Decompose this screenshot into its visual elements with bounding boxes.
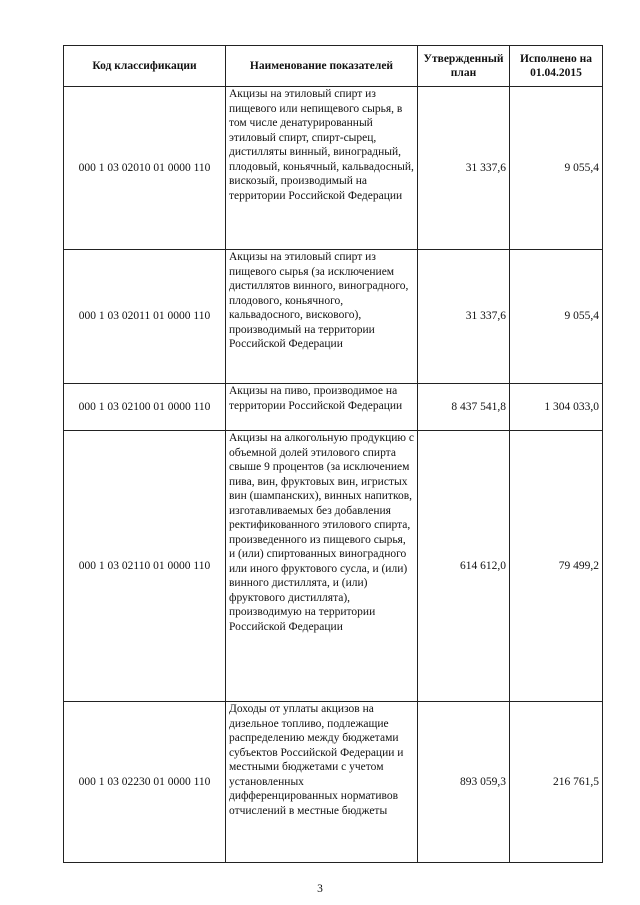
executed-cell: 1 304 033,0 bbox=[510, 384, 603, 431]
executed-cell: 216 761,5 bbox=[510, 702, 603, 863]
executed-cell: 9 055,4 bbox=[510, 250, 603, 384]
header-indicator-name: Наименование показателей bbox=[226, 46, 418, 87]
classification-code-cell: 000 1 03 02010 01 0000 110 bbox=[64, 87, 226, 250]
executed-cell: 79 499,2 bbox=[510, 431, 603, 702]
approved-plan-cell: 614 612,0 bbox=[418, 431, 510, 702]
indicator-name-cell: Акцизы на алкогольную продукцию с объемной долей этилового спирта свыше 9 процентов (за исключением пива, вин, фруктовых вин, игристых вин (шампанских), винных напитков, изготавливаемых без добавления ректификованного этилового спирта, произведенного из пищевого сырья, и (или) спиртованных виноградного или иного фруктового сусла, и (или) винного дистиллята, и (или) фруктового дистиллята), производимую на территории Российской Федерации bbox=[226, 431, 418, 702]
table-row bbox=[64, 384, 603, 431]
approved-plan-cell: 893 059,3 bbox=[418, 702, 510, 863]
approved-plan-cell: 31 337,6 bbox=[418, 250, 510, 384]
classification-code-cell: 000 1 03 02230 01 0000 110 bbox=[64, 702, 226, 863]
header-executed: Исполнено на 01.04.2015 bbox=[510, 46, 603, 87]
indicator-name-cell: Акцизы на пиво, производимое на территории Российской Федерации bbox=[226, 384, 418, 431]
table-header-row bbox=[64, 46, 603, 87]
indicator-name-cell: Акцизы на этиловый спирт из пищевого сырья (за исключением дистиллятов винного, виноградного, плодового, коньячного, кальвадосного, вискового), производимый на территории Российской Федерации bbox=[226, 250, 418, 384]
classification-code-cell: 000 1 03 02011 01 0000 110 bbox=[64, 250, 226, 384]
header-classification-code: Код классификации bbox=[64, 46, 226, 87]
approved-plan-cell: 8 437 541,8 bbox=[418, 384, 510, 431]
classification-code-cell: 000 1 03 02110 01 0000 110 bbox=[64, 431, 226, 702]
table-row bbox=[64, 250, 603, 384]
page-number: 3 bbox=[317, 883, 323, 895]
table-row bbox=[64, 702, 603, 863]
budget-execution-table bbox=[63, 45, 603, 863]
table-row bbox=[64, 431, 603, 702]
header-approved-plan: Утвержденный план bbox=[418, 46, 510, 87]
indicator-name-cell: Акцизы на этиловый спирт из пищевого или непищевого сырья, в том числе денатурированный этиловый спирт, спирт-сырец, дистилляты винный, виноградный, плодовый, коньячный, кальвадосный, вискозый, производимый на территории Российской Федерации bbox=[226, 87, 418, 250]
table-row bbox=[64, 87, 603, 250]
indicator-name-cell: Доходы от уплаты акцизов на дизельное топливо, подлежащие распределению между бюджетами субъектов Российской Федерации и местными бюджетами с учетом установленных дифференцированных нормативов отчислений в местные бюджеты bbox=[226, 702, 418, 863]
classification-code-cell: 000 1 03 02100 01 0000 110 bbox=[64, 384, 226, 431]
approved-plan-cell: 31 337,6 bbox=[418, 87, 510, 250]
executed-cell: 9 055,4 bbox=[510, 87, 603, 250]
